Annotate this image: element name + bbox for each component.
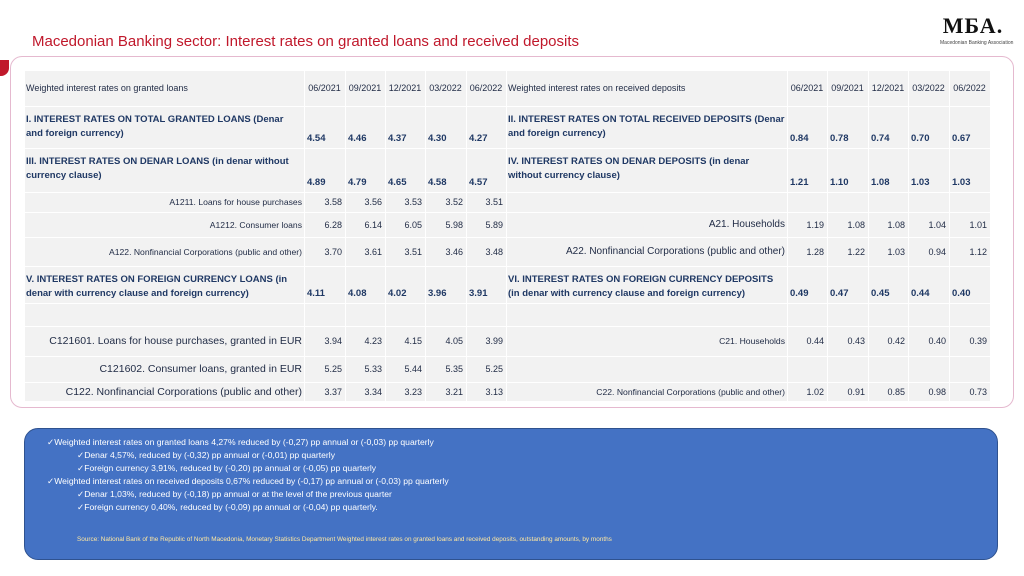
left-value-cell: 5.89 [485,219,503,230]
right-value-cell [950,356,987,382]
accent-bar [0,60,9,76]
left-value-cell: 4.89 [307,177,326,188]
period-header: 12/2021 [871,83,905,93]
right-row-label: A22. Nonfinancial Corporations (public and other) [565,246,785,257]
right-value-cell: 0.73 [969,386,987,397]
right-value-cell [788,192,824,212]
left-value-cell: 4.11 [307,288,325,299]
left-row-label: A1211. Loans for house purchases [169,197,302,207]
summary-line: ✓Denar 4,57%, reduced by (-0,32) pp annual or (-0,01) pp quarterly [77,450,335,460]
right-value-cell: 1.04 [928,219,946,230]
right-row-label: A21. Households [708,219,785,230]
right-value-cell: 1.02 [806,386,824,397]
left-value-cell: 3.52 [445,197,463,207]
right-header: Weighted interest rates on received deposits [508,83,686,93]
logo-text: Macedonian Banking Association [940,40,1014,46]
right-value-cell [828,356,865,382]
left-value-cell: 3.23 [404,386,422,397]
left-value-cell: 4.05 [445,336,463,346]
right-row-label: IV. INTEREST RATES ON DENAR DEPOSITS (in denar without currency clause) [508,156,750,181]
period-header: 06/2021 [790,83,824,93]
logo-mark: МБА. [942,13,1004,38]
right-value-cell: 1.22 [847,246,865,257]
left-row-label: C122. Nonfinancial Corporations (public and other) [65,385,302,398]
left-value-cell: 3.56 [364,197,382,207]
left-value-cell: 3.99 [485,336,503,346]
right-row-label: C21. Households [719,336,785,346]
right-value-cell [950,303,987,326]
right-value-cell [909,192,946,212]
left-value-cell: 3.61 [364,246,382,257]
right-value-cell: 0.40 [928,336,946,346]
right-value-cell: 0.42 [887,336,905,346]
left-value-cell: 5.35 [445,364,463,374]
summary-line: ✓Denar 1,03%, reduced by (-0,18) pp annual or at the level of the previous quarter [77,489,392,499]
right-value-cell: 0.40 [952,288,971,299]
right-value-cell: 0.85 [887,386,905,397]
right-row-label [508,356,785,382]
left-header: Weighted interest rates on granted loans [26,83,188,93]
left-row-label [26,303,302,326]
right-value-cell: 1.08 [847,219,865,230]
left-value-cell: 4.15 [404,336,422,346]
left-value-cell: 4.79 [348,177,367,188]
left-value-cell: 4.37 [388,133,407,144]
left-value-cell [467,303,503,326]
right-value-cell: 1.08 [887,219,905,230]
period-header: 06/2022 [953,83,986,93]
left-value-cell: 5.98 [445,219,463,230]
summary-line: ✓Foreign currency 3,91%, reduced by (-0,20) pp annual or (-0,05) pp quarterly [77,463,377,473]
grid-line [990,70,991,401]
left-value-cell: 3.37 [324,386,342,397]
left-value-cell: 4.57 [469,177,488,188]
period-header: 03/2022 [912,83,945,93]
left-value-cell: 3.51 [404,246,422,257]
right-value-cell [828,303,865,326]
right-value-cell: 1.03 [887,246,905,257]
right-value-cell [909,356,946,382]
left-value-cell: 4.27 [469,133,488,144]
left-row-label: C121601. Loans for house purchases, granted in EUR [49,335,302,347]
right-row-label: C22. Nonfinancial Corporations (public and other) [596,386,785,397]
left-value-cell: 4.65 [388,177,407,188]
left-value-cell [305,303,342,326]
right-value-cell: 1.28 [806,246,824,257]
left-value-cell: 3.53 [404,197,422,207]
right-value-cell: 1.19 [806,219,824,230]
left-value-cell: 5.33 [364,364,382,374]
right-value-cell: 0.67 [952,133,971,144]
right-value-cell: 1.12 [969,246,987,257]
right-value-cell: 0.91 [847,386,865,397]
left-value-cell: 3.96 [428,288,447,299]
left-value-cell: 6.28 [324,219,342,230]
right-row-label: VI. INTEREST RATES ON FOREIGN CURRENCY DEPOSITS (in denar with currency clause and foreign currency) [508,274,774,299]
right-value-cell [909,303,946,326]
left-row-label: V. INTEREST RATES ON FOREIGN CURRENCY LOANS (in denar with currency clause and foreign currency) [26,274,288,299]
right-row-label [508,192,785,212]
left-value-cell: 4.23 [364,336,382,346]
right-value-cell: 0.47 [830,288,849,299]
left-value-cell: 3.48 [485,246,503,257]
left-value-cell: 5.25 [324,364,342,374]
right-value-cell: 0.45 [871,288,890,299]
period-header: 09/2021 [831,83,864,93]
right-value-cell: 0.70 [911,133,930,144]
summary-line: ✓Foreign currency 0,40%, reduced by (-0,09) pp annual or (-0,04) pp quarterly. [77,502,378,512]
right-value-cell: 0.44 [911,288,930,299]
right-value-cell [869,192,905,212]
right-row-label [508,303,785,326]
left-row-label: A122. Nonfinancial Corporations (public and other) [109,246,302,257]
left-value-cell [346,303,382,326]
period-header: 06/2022 [469,83,503,93]
right-value-cell [869,356,905,382]
left-value-cell: 4.30 [428,133,447,144]
right-value-cell: 1.21 [790,177,809,188]
right-value-cell [828,192,865,212]
left-row-label: III. INTEREST RATES ON DENAR LOANS (in denar without currency clause) [26,156,289,181]
right-value-cell: 1.03 [911,177,930,188]
right-value-cell: 0.98 [928,386,946,397]
interest-rates-table [24,70,990,401]
period-header: 06/2021 [308,83,341,93]
mba-logo [940,13,1014,50]
summary-line: ✓Weighted interest rates on granted loans 4,27% reduced by (-0,27) pp annual or (-0,03) pp quarterly [47,437,434,447]
period-header: 03/2022 [429,83,462,93]
right-value-cell [869,303,905,326]
left-value-cell [426,303,463,326]
left-value-cell: 3.58 [324,197,342,207]
right-value-cell: 1.08 [871,177,890,188]
right-value-cell [950,192,987,212]
period-header: 12/2021 [388,83,422,93]
right-value-cell: 1.01 [969,219,987,230]
left-value-cell: 6.14 [364,219,382,230]
left-value-cell: 3.51 [485,197,503,207]
left-value-cell: 3.91 [469,288,488,299]
right-value-cell: 0.78 [830,133,849,144]
left-row-label: C121602. Consumer loans, granted in EUR [99,363,302,375]
left-value-cell: 3.21 [445,386,463,397]
left-value-cell: 4.46 [348,133,367,144]
left-value-cell: 3.34 [364,386,382,397]
right-value-cell: 1.10 [830,177,849,188]
summary-box [24,428,998,560]
left-value-cell: 3.46 [445,246,463,257]
right-value-cell: 0.84 [790,133,809,144]
left-value-cell: 4.08 [348,288,367,299]
left-value-cell: 4.02 [388,288,407,299]
left-row-label: I. INTEREST RATES ON TOTAL GRANTED LOANS (Denar and foreign currency) [26,114,284,139]
left-value-cell: 3.94 [324,336,342,346]
left-value-cell: 4.54 [307,133,326,144]
left-value-cell [386,303,422,326]
left-value-cell: 4.58 [428,177,447,188]
period-header: 09/2021 [348,83,382,93]
left-value-cell: 3.13 [485,386,503,397]
grid-line [24,401,990,402]
right-value-cell: 0.43 [847,336,865,346]
left-row-label: A1212. Consumer loans [209,219,302,230]
right-value-cell: 1.03 [952,177,971,188]
source-note: Source: National Bank of the Republic of North Macedonia, Monetary Statistics Department Weighted interest rates on granted loans and received deposits, outstanding amounts, by months [77,536,612,543]
right-value-cell: 0.39 [969,336,987,346]
right-value-cell: 0.44 [806,336,824,346]
right-value-cell: 0.94 [928,246,946,257]
left-value-cell: 6.05 [404,219,422,230]
left-value-cell: 5.25 [485,364,503,374]
right-value-cell [788,303,824,326]
left-value-cell: 5.44 [404,364,422,374]
right-value-cell [788,356,824,382]
right-row-label: II. INTEREST RATES ON TOTAL RECEIVED DEPOSITS (Denar and foreign currency) [508,114,785,139]
slide-title: Macedonian Banking sector: Interest rates on granted loans and received deposits [32,33,580,50]
grid-line [24,70,25,401]
left-value-cell: 3.70 [324,246,342,257]
grid-line [506,70,507,401]
right-value-cell: 0.74 [871,133,890,144]
right-value-cell: 0.49 [790,288,809,299]
summary-line: ✓Weighted interest rates on received deposits 0,67% reduced by (-0,17) pp annual or (-0,03) pp quarterly [47,476,449,486]
